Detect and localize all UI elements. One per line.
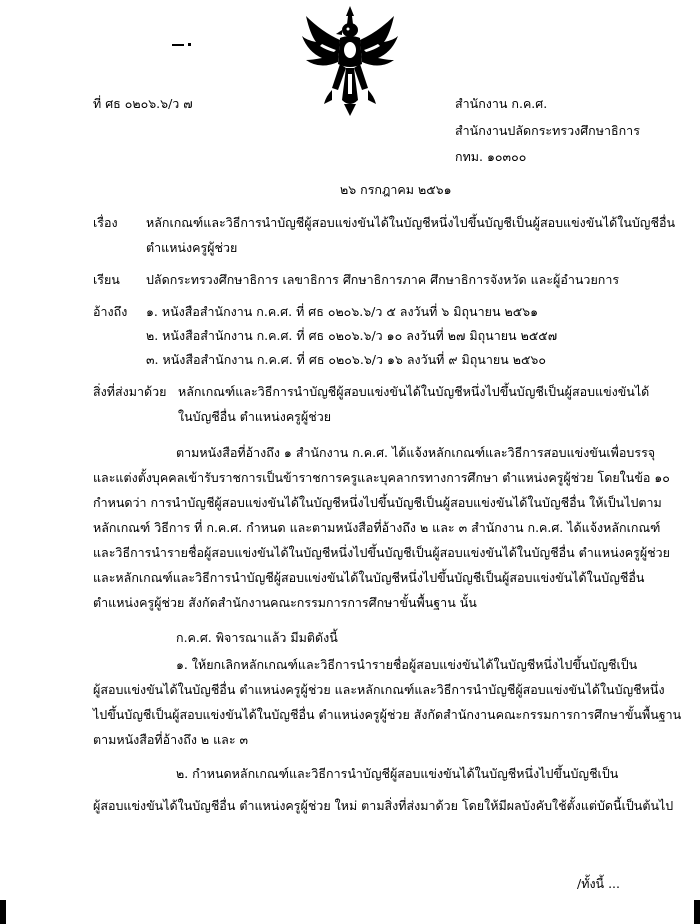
body-line: ตามหนังสือที่อ้างถึง ๑ สำนักงาน ก.ค.ศ. ได้แจ้งหลักเกณฑ์และวิธีการสอบแข่งขันเพื่อบรรจุ — [176, 445, 656, 460]
body-line: กำหนดว่า การนำบัญชีผู้สอบแข่งขันได้ในบัญชีหนึ่งไปขึ้นบัญชีเป็นผู้สอบแข่งขันได้ในบัญชีอื่น ให้เป็นไปตาม — [93, 495, 662, 510]
scan-mark — [0, 900, 6, 924]
body-line: ตามหนังสือที่อ้างถึง ๒ และ ๓ — [93, 732, 249, 747]
body-line: ๑. ให้ยกเลิกหลักเกณฑ์และวิธีการนำรายชื่อผู้สอบแข่งขันได้ในบัญชีหนึ่งไปขึ้นบัญชีเป็น — [176, 657, 638, 672]
references-label: อ้างถึง — [93, 304, 128, 319]
subject-label: เรื่อง — [93, 215, 118, 230]
body-line: ไปขึ้นบัญชีเป็นผู้สอบแข่งขันได้ในบัญชีอื่น ตำแหน่งครูผู้ช่วย สังกัดสำนักงานคณะกรรมการการศึกษาขั้นพื้นฐาน — [93, 707, 682, 722]
garuda-emblem-icon — [302, 4, 398, 116]
office-postcode: กทม. ๑๐๓๐๐ — [455, 149, 527, 164]
scan-mark — [188, 43, 191, 46]
enclosure-line: ในบัญชีอื่น ตำแหน่งครูผู้ช่วย — [178, 409, 332, 424]
body-line: หลักเกณฑ์ วิธีการ ที่ ก.ค.ศ. กำหนด และตามหนังสือที่อ้างถึง ๒ และ ๓ สำนักงาน ก.ค.ศ. ได้แจ้งหลักเกณฑ์ — [93, 520, 661, 535]
reference-item: ๓. หนังสือสำนักงาน ก.ค.ศ. ที่ ศธ ๐๒๐๖.๖/ว ๑๖ ลงวันที่ ๙ มิถุนายน ๒๕๖๐ — [146, 352, 546, 367]
office-parent: สำนักงานปลัดกระทรวงศึกษาธิการ — [455, 123, 640, 138]
body-line: ผู้สอบแข่งขันได้ในบัญชีอื่น ตำแหน่งครูผู้ช่วย และหลักเกณฑ์และวิธีการนำบัญชีผู้สอบแข่งขันได้ในบัญชีหนึ่ง — [93, 682, 665, 697]
scan-mark — [172, 44, 184, 46]
scan-mark — [694, 900, 700, 924]
page-continuation: /ทั้งนี้ ... — [577, 876, 620, 891]
body-line: ตำแหน่งครูผู้ช่วย สังกัดสำนักงานคณะกรรมการการศึกษาขั้นพื้นฐาน นั้น — [93, 595, 477, 610]
body-line: และหลักเกณฑ์และวิธีการนำบัญชีผู้สอบแข่งขันได้ในบัญชีหนึ่งไปขึ้นบัญชีเป็นผู้สอบแข่งขันได้ในบัญชีอื่น — [93, 570, 645, 585]
recipient-text: ปลัดกระทรวงศึกษาธิการ เลขาธิการ ศึกษาธิการภาค ศึกษาธิการจังหวัด และผู้อำนวยการ — [146, 272, 620, 287]
body-line: ผู้สอบแข่งขันได้ในบัญชีอื่น ตำแหน่งครูผู้ช่วย ใหม่ ตามสิ่งที่ส่งมาด้วย โดยให้มีผลบังคับใช้ตั้งแต่บัดนี้เป็นต้นไป — [93, 798, 674, 813]
enclosure-label: สิ่งที่ส่งมาด้วย — [93, 384, 167, 399]
body-line: และวิธีการนำรายชื่อผู้สอบแข่งขันได้ในบัญชีหนึ่งไปขึ้นบัญชีเป็นผู้สอบแข่งขันได้ในบัญชีอื่น ตำแหน่งครูผู้ช่วย — [93, 545, 670, 560]
subject-line: ตำแหน่งครูผู้ช่วย — [146, 240, 238, 255]
resolution-line: ก.ค.ศ. พิจารณาแล้ว มีมติดังนี้ — [176, 630, 338, 645]
reference-item: ๒. หนังสือสำนักงาน ก.ค.ศ. ที่ ศธ ๐๒๐๖.๖/ว ๑๐ ลงวันที่ ๒๗ มิถุนายน ๒๕๕๗ — [146, 328, 558, 343]
document-number: ที่ ศธ ๐๒๐๖.๖/ว ๗ — [93, 96, 193, 111]
body-line: และแต่งตั้งบุคคลเข้ารับราชการเป็นข้าราชการครูและบุคลากรทางการศึกษา ตำแหน่งครูผู้ช่วย โดยในข้อ ๑๐ — [93, 470, 670, 485]
reference-item: ๑. หนังสือสำนักงาน ก.ค.ศ. ที่ ศธ ๐๒๐๖.๖/ว ๕ ลงวันที่ ๖ มิถุนายน ๒๕๖๑ — [146, 304, 539, 319]
body-line: ๒. กำหนดหลักเกณฑ์และวิธีการนำบัญชีผู้สอบแข่งขันได้ในบัญชีหนึ่งไปขึ้นบัญชีเป็น — [176, 766, 619, 781]
document-date: ๒๖ กรกฎาคม ๒๕๖๑ — [340, 182, 452, 197]
office-name: สำนักงาน ก.ค.ศ. — [455, 96, 548, 111]
enclosure-line: หลักเกณฑ์และวิธีการนำบัญชีผู้สอบแข่งขันได้ในบัญชีหนึ่งไปขึ้นบัญชีเป็นผู้สอบแข่งขันได้ — [178, 384, 650, 399]
recipient-label: เรียน — [93, 272, 120, 287]
subject-line: หลักเกณฑ์และวิธีการนำบัญชีผู้สอบแข่งขันได้ในบัญชีหนึ่งไปขึ้นบัญชีเป็นผู้สอบแข่งขันได้ในบัญชีอื่น — [146, 215, 675, 230]
